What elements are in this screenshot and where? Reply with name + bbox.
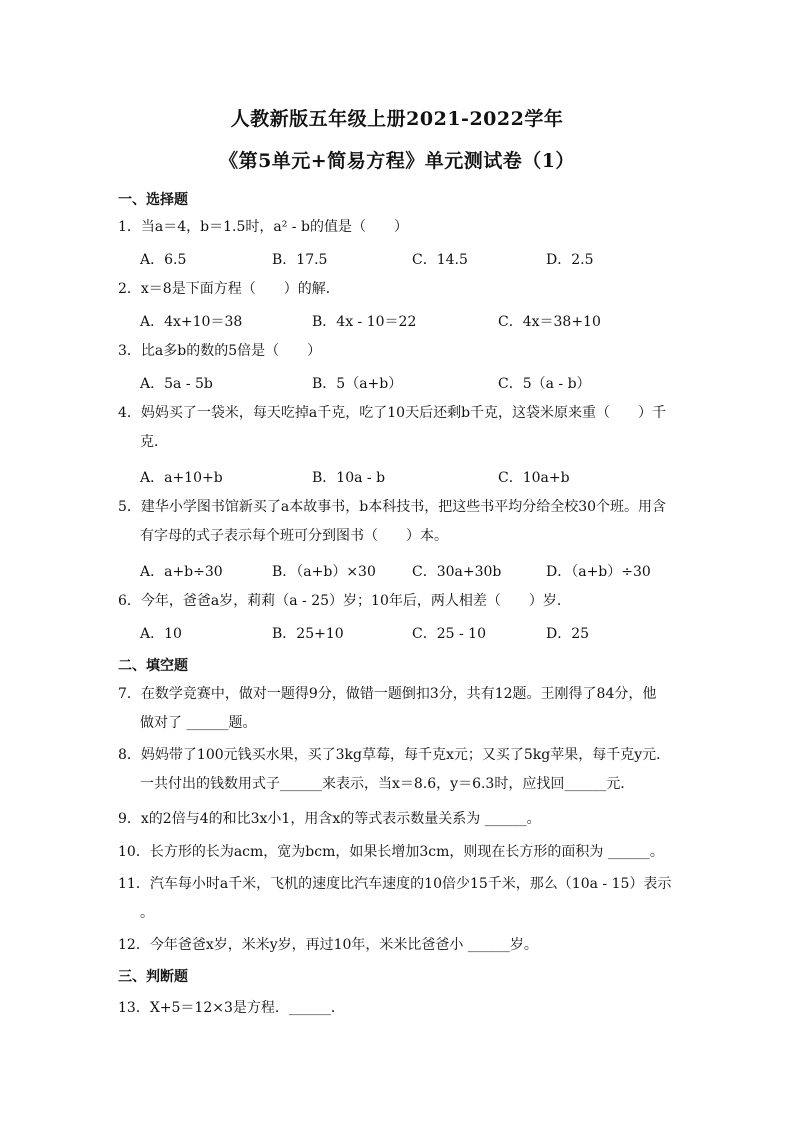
question-8 [118, 741, 678, 799]
option-d: D．25 [546, 626, 590, 642]
section-heading-judge: 三、判断题 [118, 969, 188, 985]
option-a: A．a+10+b [140, 470, 223, 486]
question-10: 10．长方形的长为acm，宽为bcm，如果长增加3cm，则现在长方形的面积为 ______。 [118, 844, 664, 860]
option-d: D．（a+b）÷30 [546, 564, 651, 580]
question-7-line1: 7．在数学竞赛中，做对一题得9分，做错一题倒扣3分，共有12题。王刚得了84分，他 [118, 686, 657, 702]
section-heading-fill: 二、填空题 [118, 658, 188, 674]
option-c: C．25 - 10 [412, 626, 486, 642]
option-c: C．10a+b [498, 470, 570, 486]
question-5 [118, 493, 678, 551]
question-4-line2: 克． [140, 434, 168, 450]
question-6-options [140, 623, 680, 643]
question-5-line2: 有字母的式子表示每个班可分到图书（ ）本。 [140, 528, 448, 544]
question-7 [118, 680, 678, 738]
question-11-line1: 11．汽车每小时a千米，飞机的速度比汽车速度的10倍少15千米，那么（10a - 15）表示 [118, 876, 672, 892]
option-a: A．6.5 [140, 252, 187, 268]
question-11 [118, 870, 678, 928]
question-6: 6．今年，爸爸a岁，莉莉（a - 25）岁；10年后，两人相差（ ）岁． [118, 593, 571, 609]
option-c: C．14.5 [412, 252, 468, 268]
question-2: 2．x＝8是下面方程（ ）的解． [118, 281, 340, 297]
question-2-options [140, 311, 680, 331]
option-b: B．10a - b [312, 470, 386, 486]
option-a: A．10 [140, 626, 182, 642]
page-subtitle: 《第5单元+简易方程》单元测试卷（1） [219, 150, 575, 172]
option-b: B．（a+b）×30 [272, 564, 376, 580]
question-4-options [140, 467, 680, 487]
option-c: C．5（a - b） [498, 376, 591, 392]
question-11-line2: 。 [140, 905, 154, 921]
option-a: A．4x+10＝38 [140, 314, 243, 330]
option-a: A．5a - 5b [140, 376, 213, 392]
question-4-line1: 4．妈妈买了一袋米，每天吃掉a千克，吃了10天后还剩b千克，这袋米原来重（ ）千 [118, 405, 667, 421]
option-b: B．5（a+b） [312, 376, 403, 392]
question-1: 1．当a＝4，b＝1.5时，a² - b的值是（ ） [118, 219, 408, 235]
question-1-options [140, 249, 680, 269]
question-4 [118, 399, 678, 457]
option-a: A．a+b÷30 [140, 564, 223, 580]
question-5-line1: 5．建华小学图书馆新买了a本故事书，b本科技书，把这些书平均分给全校30个班。用含 [118, 499, 667, 515]
option-b: B．17.5 [272, 252, 328, 268]
question-3-options [140, 373, 680, 393]
question-9: 9．x的2倍与4的和比3x小1，用含x的等式表示数量关系为 ______。 [118, 811, 541, 827]
option-c: C．4x＝38+10 [498, 314, 601, 330]
section-heading-choice: 一、选择题 [118, 192, 188, 208]
question-3: 3．比a多b的数的5倍是（ ） [118, 343, 322, 359]
page-title: 人教新版五年级上册2021-2022学年 [230, 108, 564, 130]
question-8-line2: 一共付出的钱数用式子______来表示，当x＝8.6，y＝6.3时，应找回______元． [140, 776, 635, 792]
option-c: C．30a+30b [412, 564, 502, 580]
question-13: 13．X+5＝12×3是方程．______． [118, 1000, 345, 1016]
question-7-line2: 做对了 ______题。 [140, 715, 257, 731]
option-d: D．2.5 [546, 252, 594, 268]
question-8-line1: 8．妈妈带了100元钱买水果，买了3kg草莓，每千克x元；又买了5kg苹果，每千克y元． [118, 747, 671, 763]
question-12: 12．今年爸爸x岁，米米y岁，再过10年，米米比爸爸小 ______岁。 [118, 937, 538, 953]
option-b: B．25+10 [272, 626, 344, 642]
question-5-options [140, 561, 680, 581]
option-b: B．4x - 10＝22 [312, 314, 417, 330]
